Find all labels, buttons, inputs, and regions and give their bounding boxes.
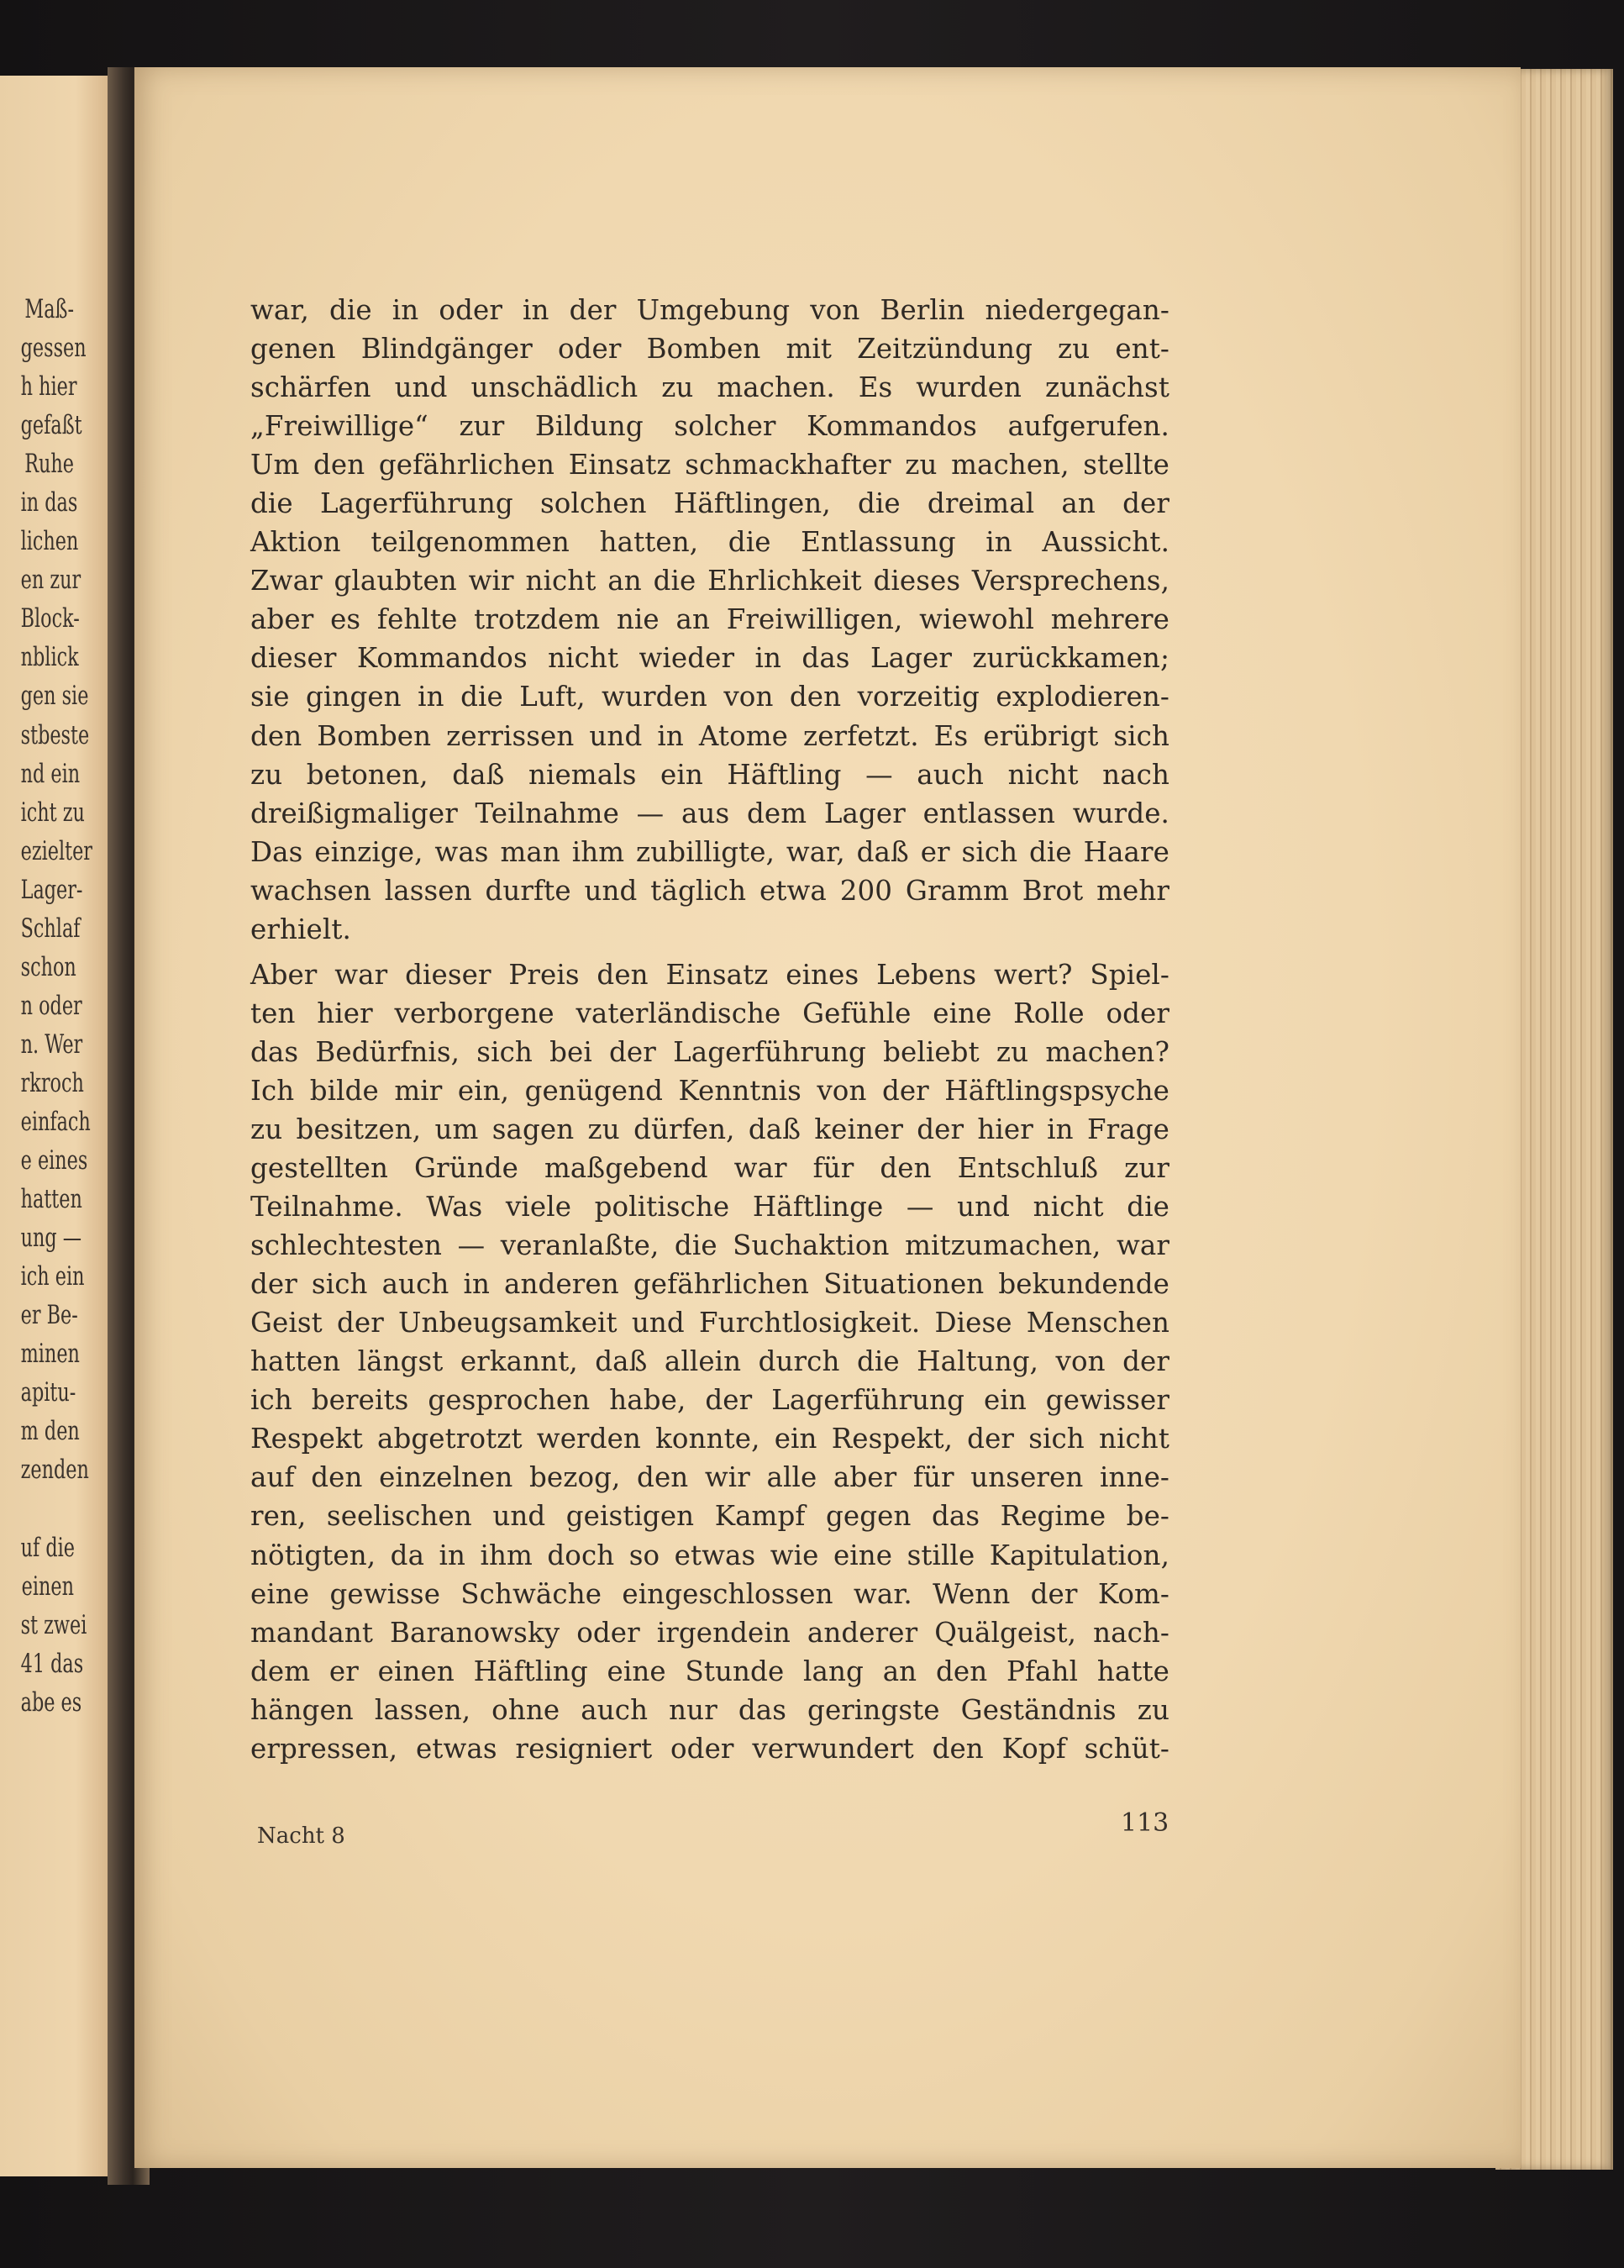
left-page-line: m den bbox=[20, 1416, 80, 1447]
text-line: Geist der Unbeugsamkeit und Furchtlosigkeit. Diese Menschen bbox=[250, 1307, 1169, 1339]
left-page-line: er Be- bbox=[20, 1300, 78, 1331]
left-page-text-fragments bbox=[20, 290, 92, 1722]
text-line: war, die in oder in der Umgebung von Berlin niedergegan- bbox=[250, 294, 1169, 326]
page-number: 113 bbox=[1121, 1808, 1169, 1838]
left-page-line bbox=[21, 1489, 74, 1528]
text-line: zu besitzen, um sagen zu dürfen, daß keiner der hier in Frage bbox=[250, 1113, 1169, 1145]
text-line: dreißigmaliger Teilnahme — aus dem Lager entlassen wurde. bbox=[250, 797, 1169, 829]
text-line: ren, seelischen und geistigen Kampf gegen das Regime be- bbox=[250, 1500, 1169, 1533]
text-line: Zwar glaubten wir nicht an die Ehrlichkeit dieses Versprechens, bbox=[250, 565, 1169, 597]
paragraph bbox=[250, 291, 1169, 949]
left-page-line: Block- bbox=[20, 603, 80, 634]
text-line: der sich auch in anderen gefährlichen Situationen bekundende bbox=[250, 1268, 1169, 1301]
left-page-line: gefaßt bbox=[20, 410, 82, 441]
text-line: den Bomben zerrissen und in Atome zerfetzt. Es erübrigt sich bbox=[250, 719, 1169, 752]
left-page-line: n oder bbox=[20, 990, 82, 1021]
left-page-line: nblick bbox=[20, 642, 79, 673]
left-page-line: ung — bbox=[20, 1223, 82, 1254]
text-line: schlechtesten — veranlaßte, die Suchaktion mitzumachen, war bbox=[250, 1229, 1169, 1262]
text-line: hängen lassen, ohne auch nur das geringste Geständnis zu bbox=[250, 1693, 1169, 1726]
left-page-line: lichen bbox=[20, 526, 79, 557]
left-page-line: e eines bbox=[20, 1145, 88, 1176]
text-line: auf den einzelnen bezog, den wir alle aber für unseren inne- bbox=[250, 1461, 1169, 1494]
text-line: erhielt. bbox=[250, 913, 351, 945]
left-page-line: 41 das bbox=[20, 1648, 84, 1679]
left-page-line: abe es bbox=[20, 1687, 82, 1718]
text-line: aber es fehlte trotzdem nie an Freiwilligen, wiewohl mehrere bbox=[250, 603, 1169, 636]
text-line: zu betonen, daß niemals ein Häftling — auch nicht nach bbox=[250, 758, 1169, 791]
left-page-line: Lager- bbox=[20, 874, 83, 905]
left-page-line: st zwei bbox=[20, 1609, 87, 1640]
left-page-line: n. Wer bbox=[20, 1029, 83, 1060]
text-line: Das einzige, was man ihm zubilligte, war, daß er sich die Haare bbox=[250, 835, 1169, 868]
left-page-line: in das bbox=[20, 487, 78, 518]
text-line: nötigten, da in ihm doch so etwas wie eine stille Kapitulation, bbox=[250, 1539, 1169, 1571]
text-line: dem er einen Häftling eine Stunde lang an den Pfahl hatte bbox=[250, 1655, 1169, 1687]
left-page-line: minen bbox=[20, 1339, 80, 1370]
text-line: sie gingen in die Luft, wurden von den vorzeitig explodieren- bbox=[250, 681, 1169, 713]
left-page-line: gessen bbox=[20, 333, 87, 364]
text-line: Teilnahme. Was viele politische Häftlinge — und nicht die bbox=[250, 1191, 1169, 1223]
left-page-line: rkroch bbox=[20, 1067, 84, 1098]
text-line: hatten längst erkannt, daß allein durch die Haltung, von der bbox=[250, 1345, 1169, 1378]
text-line: gestellten Gründe maßgebend war für den Entschluß zur bbox=[250, 1152, 1169, 1185]
left-page-line: h hier bbox=[20, 371, 77, 403]
left-page-line: hatten bbox=[20, 1184, 82, 1215]
left-page-line: en zur bbox=[20, 565, 81, 596]
text-line: Respekt abgetrotzt werden konnte, ein Respekt, der sich nicht bbox=[250, 1423, 1169, 1455]
text-line: schärfen und unschädlich zu machen. Es wurden zunächst bbox=[250, 371, 1169, 404]
text-line: eine gewisse Schwäche eingeschlossen war. Wenn der Kom- bbox=[250, 1577, 1169, 1610]
text-line: das Bedürfnis, sich bei der Lagerführung beliebt zu machen? bbox=[250, 1035, 1169, 1068]
text-line: wachsen lassen durfte und täglich etwa 200 Gramm Brot mehr bbox=[250, 874, 1169, 907]
left-page-line: einfach bbox=[20, 1106, 91, 1137]
signature-mark: Nacht 8 bbox=[257, 1823, 345, 1849]
left-page-line: gen sie bbox=[20, 681, 89, 712]
text-line: Aber war dieser Preis den Einsatz eines Lebens wert? Spiel- bbox=[250, 958, 1169, 991]
left-page-line: Schlaf bbox=[20, 913, 81, 944]
paragraph bbox=[250, 955, 1169, 1768]
left-page-line: zenden bbox=[20, 1455, 89, 1486]
left-page-line: Maß- bbox=[24, 294, 74, 324]
body-text bbox=[250, 291, 1169, 1768]
text-line: ten hier verborgene vaterländische Gefühle eine Rolle oder bbox=[250, 997, 1169, 1029]
left-page-line: icht zu bbox=[20, 797, 85, 828]
text-line: die Lagerführung solchen Häftlingen, die dreimal an der bbox=[250, 487, 1169, 520]
left-page-line: stbeste bbox=[20, 719, 90, 750]
left-page-line: nd ein bbox=[20, 758, 81, 789]
left-page-line: ezielter bbox=[20, 835, 92, 866]
text-line: Ich bilde mir ein, genügend Kenntnis von der Häftlingspsyche bbox=[250, 1074, 1169, 1107]
left-page-line: Ruhe bbox=[24, 449, 74, 480]
text-line: erpressen, etwas resigniert oder verwundert den Kopf schüt- bbox=[250, 1732, 1169, 1765]
text-line: mandant Baranowsky oder irgendein anderer Quälgeist, nach- bbox=[250, 1616, 1169, 1649]
text-line: Aktion teilgenommen hatten, die Entlassung in Aussicht. bbox=[250, 526, 1169, 559]
left-page-line: uf die bbox=[20, 1532, 76, 1563]
left-page-line: ich ein bbox=[20, 1261, 85, 1292]
text-line: „Freiwillige“ zur Bildung solcher Kommandos aufgerufen. bbox=[250, 410, 1169, 443]
left-page-line: apitu- bbox=[20, 1377, 76, 1408]
text-line: genen Blindgänger oder Bomben mit Zeitzündung zu ent- bbox=[250, 333, 1169, 366]
text-line: ich bereits gesprochen habe, der Lagerführung ein gewisser bbox=[250, 1384, 1169, 1417]
text-line: dieser Kommandos nicht wieder in das Lager zurückkamen; bbox=[250, 642, 1169, 675]
left-page-line: einen bbox=[21, 1571, 74, 1602]
text-line: Um den gefährlichen Einsatz schmackhafter zu machen, stellte bbox=[250, 449, 1169, 481]
left-page-line: schon bbox=[20, 951, 76, 982]
